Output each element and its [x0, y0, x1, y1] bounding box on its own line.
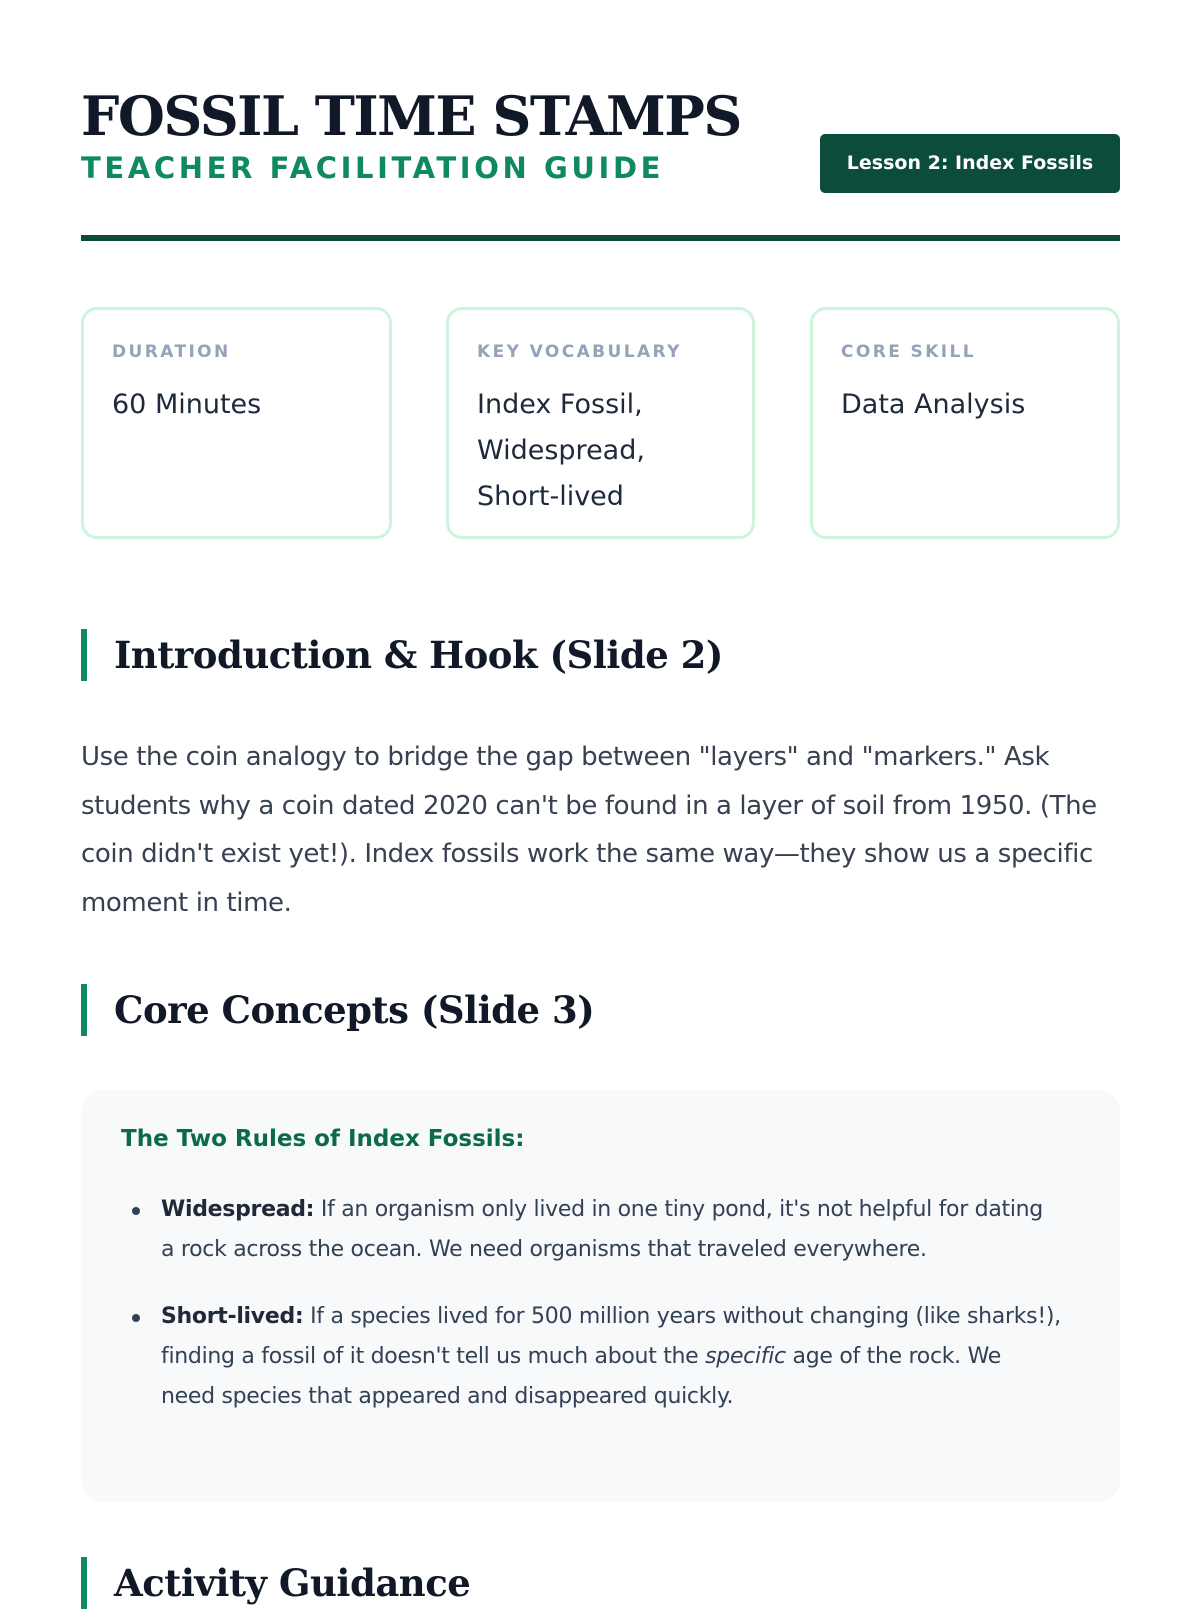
section-title: Introduction & Hook (Slide 2): [114, 633, 723, 677]
card-value-line: 60 Minutes: [112, 389, 262, 420]
card-label: KEY VOCABULARY: [477, 342, 682, 362]
card-value: [841, 382, 1117, 428]
page-header: [81, 0, 1120, 242]
header-divider: [81, 235, 1120, 241]
card-value: [112, 382, 389, 428]
bullet-icon: [132, 1207, 140, 1215]
rules-list: [121, 1190, 1061, 1444]
card-value-line: Index Fossil,: [477, 389, 643, 420]
core-concepts-section-heading: [81, 982, 1120, 1038]
list-item: [121, 1297, 1061, 1417]
duration-card: [81, 307, 392, 539]
concept-box-title: The Two Rules of Index Fossils:: [121, 1126, 525, 1152]
card-label: CORE SKILL: [841, 342, 976, 362]
page-title: FOSSIL TIME STAMPS: [81, 84, 741, 148]
card-value-line: Data Analysis: [841, 389, 1026, 420]
page-subtitle: TEACHER FACILITATION GUIDE: [81, 151, 665, 185]
heading-accent-bar: [81, 1557, 87, 1609]
key-vocabulary-card: [446, 307, 755, 539]
rule-emphasis: specific: [705, 1344, 786, 1369]
rule-text: If an organism only lived in one tiny pond, it's not helpful for dating a rock across the ocean. We need organisms that traveled everywhere.: [161, 1197, 1043, 1262]
section-title: Core Concepts (Slide 3): [114, 988, 595, 1032]
core-concepts-box: [81, 1090, 1120, 1502]
card-value-line: Short-lived: [477, 481, 624, 512]
rule-text-end: age of the rock. We need species that appeared and disappeared quickly.: [161, 1344, 1001, 1409]
core-skill-card: [810, 307, 1120, 539]
heading-accent-bar: [81, 629, 87, 681]
rule-term: Short-lived:: [161, 1304, 304, 1329]
lesson-badge: Lesson 2: Index Fossils: [820, 134, 1120, 193]
section-title: Activity Guidance: [114, 1561, 471, 1605]
intro-section-heading: [81, 627, 1120, 683]
bullet-icon: [132, 1314, 140, 1322]
rule-term: Widespread:: [161, 1197, 315, 1222]
card-value: [477, 382, 752, 520]
facilitation-guide-page: [81, 0, 1120, 1605]
list-item: [121, 1190, 1061, 1270]
heading-accent-bar: [81, 984, 87, 1036]
rule-text: If a species lived for 500 million years without changing (like sharks!), finding a fossil of it doesn't tell us much about the: [161, 1304, 1061, 1369]
card-value-line: Widespread,: [477, 435, 645, 466]
card-label: DURATION: [112, 342, 231, 362]
info-cards: [81, 307, 1120, 547]
activity-guidance-section-heading: [81, 1555, 1120, 1611]
intro-paragraph: Use the coin analogy to bridge the gap between "layers" and "markers." Ask students why a coin dated 2020 can't be found in a layer of soil from 1950. (The coin didn't exist yet!). Index fossils work the same way—they show us a specific moment in time.: [81, 742, 1097, 918]
